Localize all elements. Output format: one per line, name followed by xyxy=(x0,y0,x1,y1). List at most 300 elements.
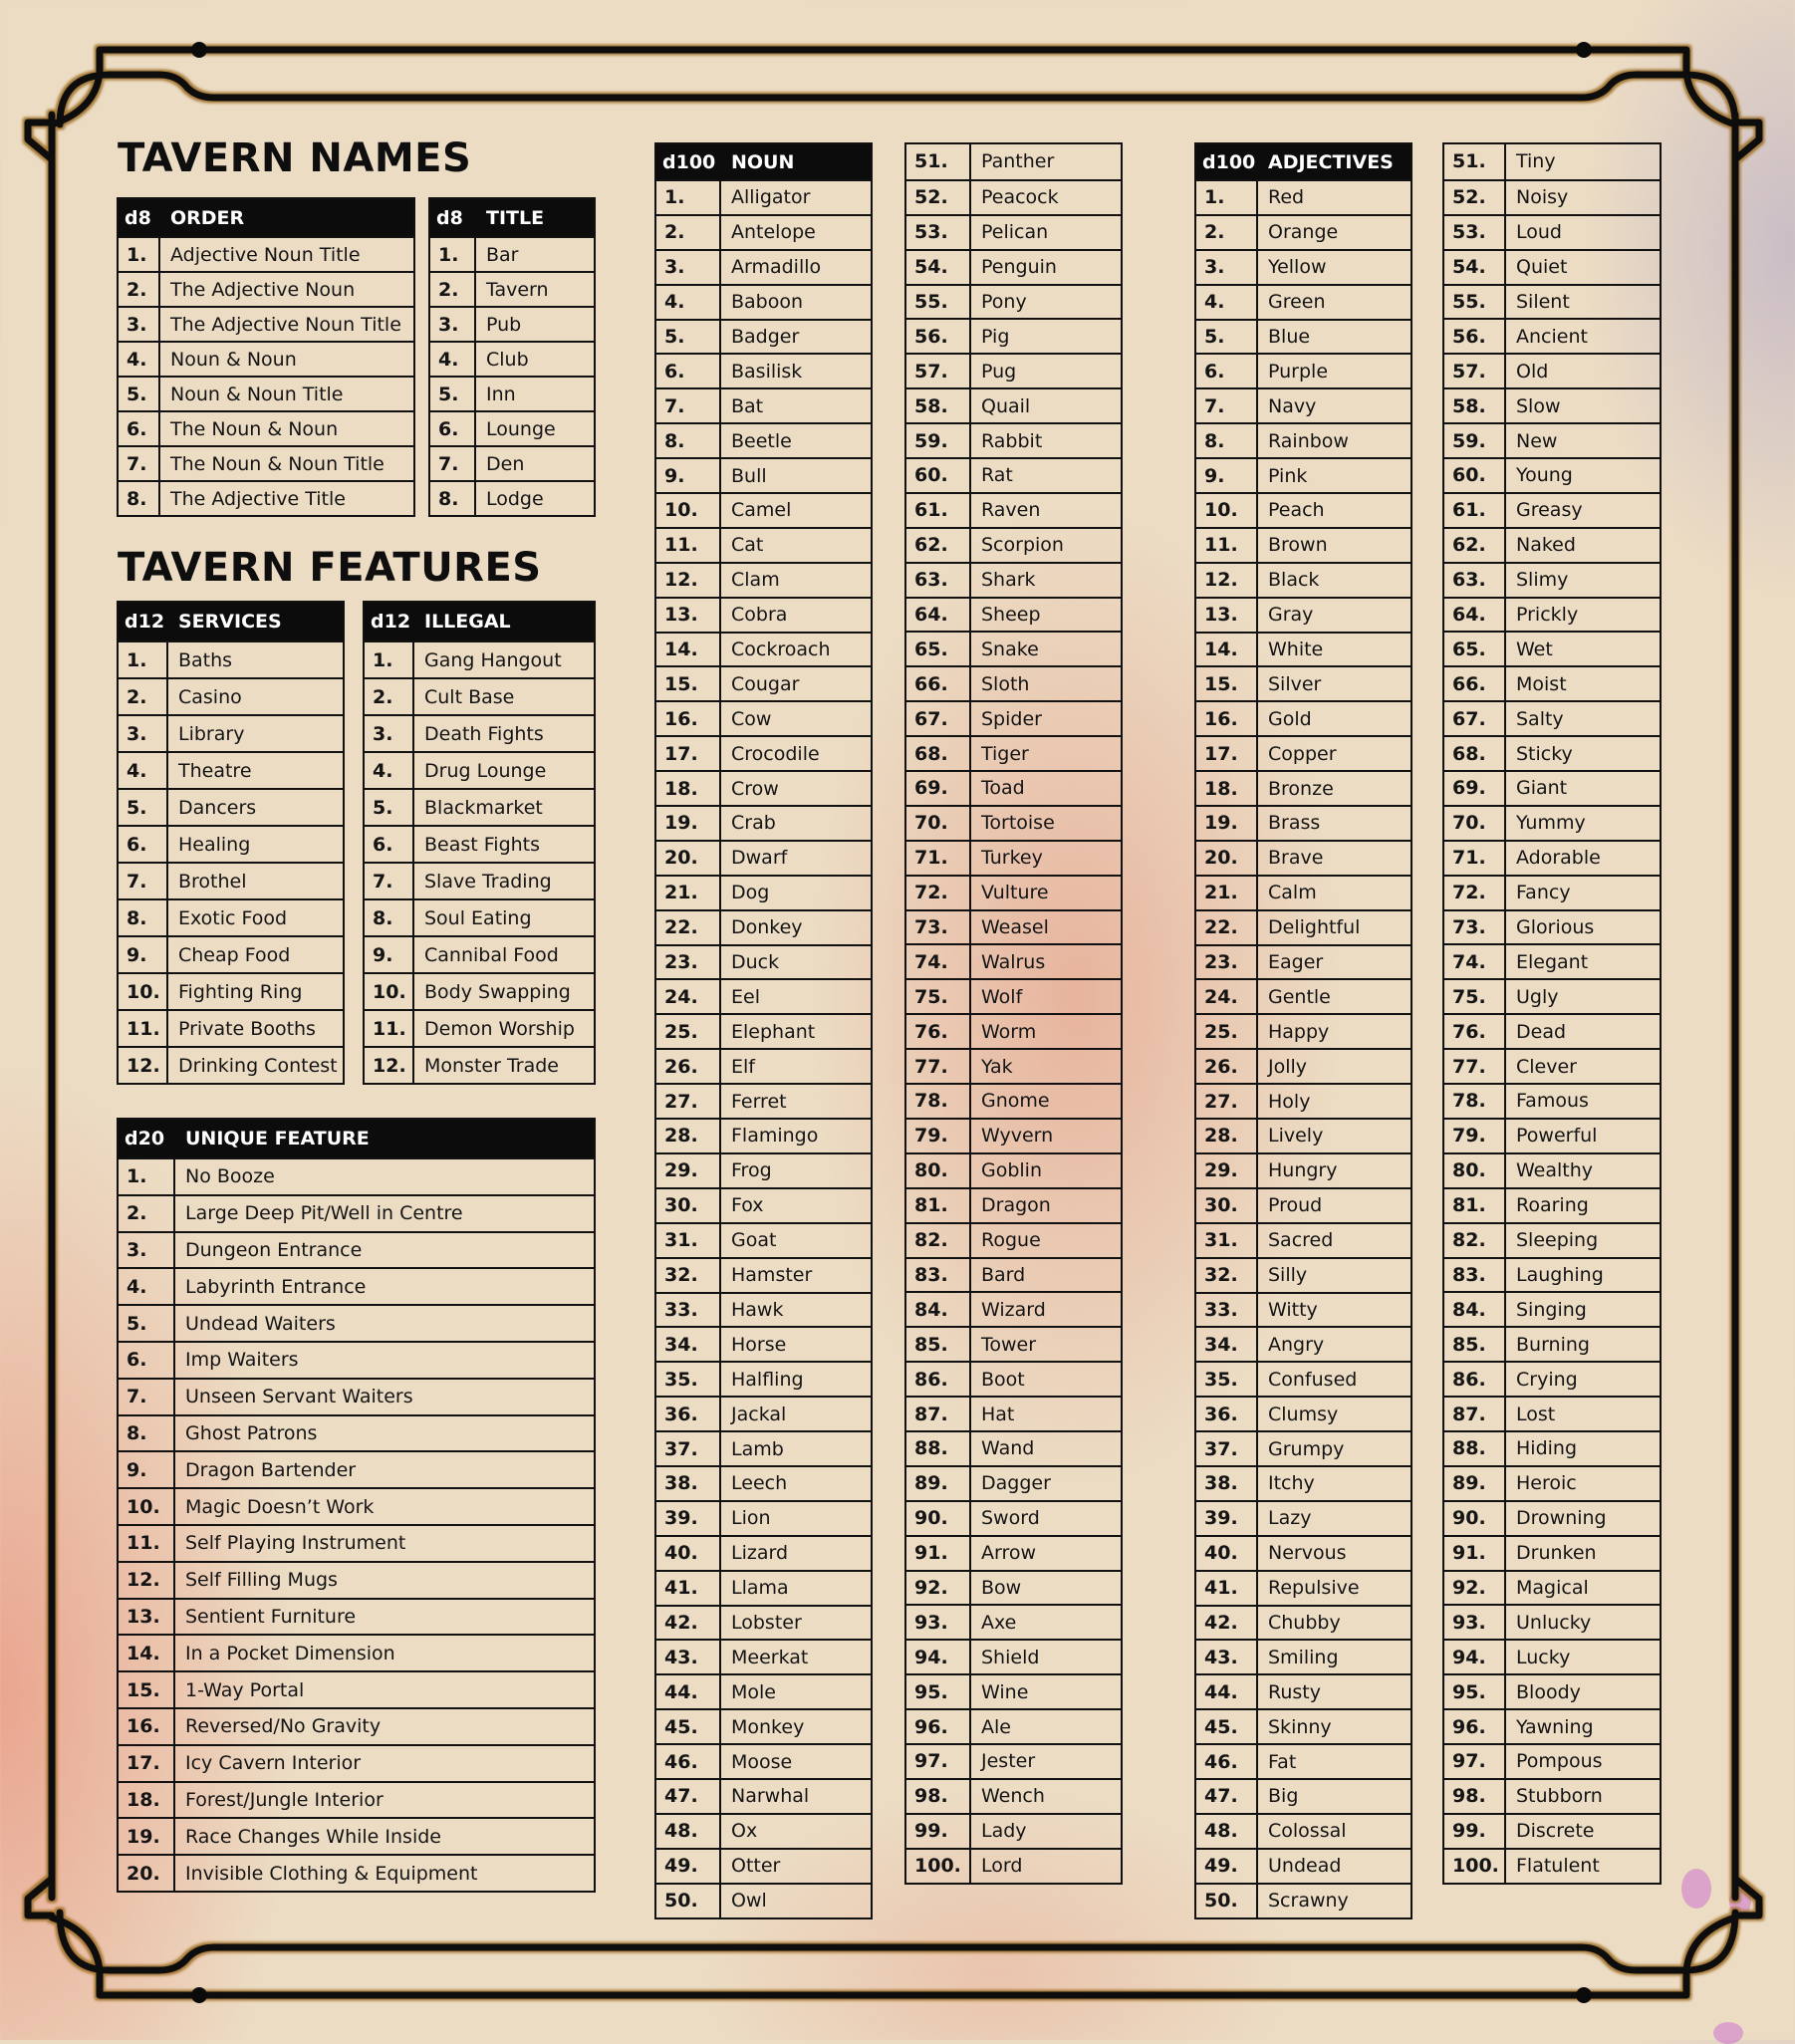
table-header xyxy=(119,603,343,640)
roll-number: 2. xyxy=(1196,216,1258,249)
table-row xyxy=(1196,179,1410,214)
table-row xyxy=(119,1157,594,1194)
table-row xyxy=(906,1639,1121,1673)
roll-result: Lodge xyxy=(486,487,544,510)
table-row xyxy=(1444,1152,1660,1187)
table-row xyxy=(1444,1187,1660,1222)
roll-result: Crab xyxy=(731,812,776,835)
table-row xyxy=(656,665,871,700)
table-title: NOUN xyxy=(731,150,795,173)
table-adjectives-1-50 xyxy=(1194,142,1412,1919)
roll-number: 86. xyxy=(906,1363,971,1396)
roll-number: 47. xyxy=(656,1780,721,1813)
roll-number: 18. xyxy=(656,772,721,805)
roll-result: Giant xyxy=(1516,777,1568,800)
roll-number: 70. xyxy=(906,807,971,840)
die-label: d100 xyxy=(1202,150,1256,173)
roll-number: 10. xyxy=(1196,494,1258,527)
roll-result: Sleeping xyxy=(1516,1229,1599,1252)
roll-number: 69. xyxy=(1444,772,1506,805)
roll-number: 28. xyxy=(1196,1120,1258,1152)
table-row xyxy=(1196,944,1410,979)
roll-result: Discrete xyxy=(1516,1820,1595,1843)
roll-number: 7. xyxy=(430,447,476,480)
table-title: TITLE xyxy=(486,206,545,229)
table-row xyxy=(1444,700,1660,735)
table-row xyxy=(906,665,1121,700)
roll-number: 29. xyxy=(1196,1154,1258,1187)
roll-number: 5. xyxy=(119,1306,175,1341)
roll-result: Labyrinth Entrance xyxy=(185,1275,367,1298)
roll-number: 72. xyxy=(906,877,971,909)
roll-result: Sacred xyxy=(1268,1229,1334,1252)
roll-result: Rainbow xyxy=(1268,429,1349,452)
roll-result: Pig xyxy=(981,325,1010,348)
roll-result: Otter xyxy=(731,1855,781,1878)
roll-result: Grumpy xyxy=(1268,1437,1345,1460)
table-header xyxy=(656,144,871,179)
table-row xyxy=(656,1083,871,1118)
roll-result: Wizard xyxy=(981,1298,1046,1321)
roll-number: 25. xyxy=(656,1015,721,1048)
roll-number: 37. xyxy=(1196,1432,1258,1465)
table-row xyxy=(1444,840,1660,875)
table-row xyxy=(1196,700,1410,735)
table-row xyxy=(656,562,871,597)
roll-result: Undead Waiters xyxy=(185,1312,336,1335)
roll-result: Armadillo xyxy=(731,256,822,279)
table-row xyxy=(1444,1570,1660,1605)
roll-number: 3. xyxy=(119,308,160,341)
table-row xyxy=(119,376,413,410)
table-row xyxy=(906,1848,1121,1883)
roll-result: Antelope xyxy=(731,221,816,244)
table-row xyxy=(1444,422,1660,457)
table-row xyxy=(1196,632,1410,666)
roll-result: Flatulent xyxy=(1516,1855,1600,1878)
roll-result: Rusty xyxy=(1268,1680,1321,1703)
roll-number: 18. xyxy=(119,1783,175,1818)
roll-result: Large Deep Pit/Well in Centre xyxy=(185,1202,463,1225)
roll-result: Snake xyxy=(981,638,1039,660)
roll-number: 9. xyxy=(119,1452,175,1487)
roll-result: Monster Trade xyxy=(424,1054,559,1077)
table-row xyxy=(1196,387,1410,422)
table-row xyxy=(906,1500,1121,1535)
table-row xyxy=(656,1152,871,1187)
roll-number: 13. xyxy=(656,599,721,632)
table-row xyxy=(906,284,1121,319)
table-row xyxy=(906,1013,1121,1048)
roll-result: Noun & Noun Title xyxy=(170,383,344,405)
table-row xyxy=(1196,909,1410,944)
roll-number: 6. xyxy=(1196,355,1258,387)
roll-result: The Adjective Noun Title xyxy=(170,313,401,336)
roll-number: 40. xyxy=(1196,1537,1258,1570)
roll-result: Cockroach xyxy=(731,639,831,661)
roll-result: Lost xyxy=(1516,1403,1556,1425)
roll-result: Sword xyxy=(981,1507,1040,1530)
roll-result: Gold xyxy=(1268,707,1312,730)
table-row xyxy=(1444,457,1660,492)
roll-number: 76. xyxy=(1444,1015,1506,1048)
roll-result: Glorious xyxy=(1516,916,1595,939)
roll-number: 27. xyxy=(1196,1085,1258,1118)
table-row xyxy=(1444,1535,1660,1570)
roll-result: Raven xyxy=(981,499,1041,522)
roll-number: 7. xyxy=(119,447,160,480)
roll-number: 68. xyxy=(1444,737,1506,770)
table-row xyxy=(656,1673,871,1708)
roll-result: Halfling xyxy=(731,1368,804,1391)
roll-number: 92. xyxy=(906,1572,971,1605)
roll-number: 3. xyxy=(119,716,168,751)
roll-result: Bloody xyxy=(1516,1680,1581,1703)
roll-number: 97. xyxy=(1444,1745,1506,1778)
table-row xyxy=(1196,770,1410,805)
roll-number: 52. xyxy=(906,181,971,214)
roll-result: Angry xyxy=(1268,1333,1325,1356)
roll-result: Pony xyxy=(981,291,1027,313)
roll-number: 29. xyxy=(656,1154,721,1187)
roll-result: Magic Doesn’t Work xyxy=(185,1495,375,1518)
table-row xyxy=(1196,805,1410,840)
roll-result: Drug Lounge xyxy=(424,759,547,782)
roll-number: 20. xyxy=(119,1856,175,1891)
roll-result: Drunken xyxy=(1516,1542,1597,1565)
table-row xyxy=(906,214,1121,249)
roll-result: Leech xyxy=(731,1472,788,1495)
table-order xyxy=(117,197,415,517)
roll-result: Jackal xyxy=(731,1403,787,1425)
roll-number: 63. xyxy=(906,564,971,597)
roll-result: Bar xyxy=(486,243,519,266)
table-row xyxy=(656,770,871,805)
table-row xyxy=(119,1524,594,1561)
roll-result: Baboon xyxy=(731,291,804,314)
roll-number: 9. xyxy=(1196,459,1258,492)
table-row xyxy=(656,1118,871,1152)
roll-number: 80. xyxy=(1444,1154,1506,1187)
roll-number: 88. xyxy=(906,1432,971,1465)
frame-stud xyxy=(1576,42,1592,58)
table-row xyxy=(656,875,871,909)
roll-number: 4. xyxy=(656,286,721,319)
roll-result: Itchy xyxy=(1268,1472,1315,1495)
roll-result: Heroic xyxy=(1516,1472,1577,1495)
table-row xyxy=(1196,1813,1410,1848)
roll-number: 20. xyxy=(656,842,721,875)
roll-result: Laughing xyxy=(1516,1263,1604,1286)
roll-number: 4. xyxy=(365,753,414,788)
table-row xyxy=(656,179,871,214)
table-row xyxy=(119,1304,594,1341)
roll-number: 92. xyxy=(1444,1572,1506,1605)
roll-result: Delightful xyxy=(1268,916,1361,939)
table-row xyxy=(656,387,871,422)
roll-result: Gang Hangout xyxy=(424,648,562,671)
roll-number: 48. xyxy=(656,1815,721,1848)
roll-result: Adjective Noun Title xyxy=(170,243,361,266)
roll-number: 24. xyxy=(1196,980,1258,1013)
roll-number: 53. xyxy=(906,216,971,249)
roll-number: 6. xyxy=(119,1343,175,1378)
roll-number: 94. xyxy=(906,1641,971,1673)
roll-result: Brown xyxy=(1268,534,1328,557)
table-row xyxy=(1196,665,1410,700)
roll-result: Inn xyxy=(486,383,516,405)
roll-number: 93. xyxy=(1444,1606,1506,1639)
roll-result: Confused xyxy=(1268,1368,1358,1391)
roll-number: 10. xyxy=(119,974,168,1009)
roll-number: 100. xyxy=(906,1850,971,1883)
roll-number: 47. xyxy=(1196,1780,1258,1813)
roll-number: 26. xyxy=(1196,1050,1258,1083)
roll-number: 49. xyxy=(656,1850,721,1883)
roll-result: Fox xyxy=(731,1194,764,1217)
roll-number: 41. xyxy=(656,1572,721,1605)
table-row xyxy=(656,1639,871,1673)
heading-tavern-features: TAVERN FEATURES xyxy=(118,545,542,591)
roll-result: Casino xyxy=(178,685,242,708)
roll-number: 12. xyxy=(365,1048,414,1083)
roll-result: Bronze xyxy=(1268,777,1334,800)
roll-number: 37. xyxy=(656,1432,721,1465)
table-row xyxy=(1196,840,1410,875)
table-row xyxy=(1444,1500,1660,1535)
table-row xyxy=(119,271,413,306)
roll-result: Cheap Food xyxy=(178,943,291,966)
roll-result: Private Booths xyxy=(178,1017,316,1040)
table-title xyxy=(428,197,596,517)
table-unique-feature xyxy=(117,1118,596,1893)
roll-result: Ferret xyxy=(731,1090,787,1113)
table-row xyxy=(656,1396,871,1430)
roll-result: Horse xyxy=(731,1333,787,1356)
table-row xyxy=(1444,1743,1660,1778)
roll-number: 82. xyxy=(1444,1224,1506,1257)
table-row xyxy=(119,1598,594,1635)
table-row xyxy=(365,640,594,677)
table-row xyxy=(1196,735,1410,770)
roll-result: Silent xyxy=(1516,291,1570,313)
roll-result: The Noun & Noun xyxy=(170,417,339,440)
frame-bottom-inner xyxy=(60,1913,1735,1970)
roll-result: Cow xyxy=(731,707,772,730)
roll-result: Badger xyxy=(731,326,800,348)
roll-number: 19. xyxy=(119,1819,175,1854)
table-row xyxy=(1196,1778,1410,1813)
roll-number: 3. xyxy=(430,308,476,341)
roll-result: Bull xyxy=(731,464,767,487)
roll-result: 1-Way Portal xyxy=(185,1678,305,1701)
table-row xyxy=(906,457,1121,492)
table-row xyxy=(1444,1639,1660,1673)
table-row xyxy=(656,978,871,1013)
roll-result: Lion xyxy=(731,1507,771,1530)
table-row xyxy=(1444,978,1660,1013)
roll-result: Rogue xyxy=(981,1229,1041,1252)
roll-number: 89. xyxy=(906,1467,971,1500)
roll-result: Toad xyxy=(981,777,1025,800)
roll-result: Walrus xyxy=(981,950,1046,973)
roll-result: Roaring xyxy=(1516,1194,1589,1217)
table-row xyxy=(1444,527,1660,562)
roll-result: Ox xyxy=(731,1820,758,1843)
table-row xyxy=(1444,665,1660,700)
table-row xyxy=(1196,1222,1410,1257)
heading-tavern-names: TAVERN NAMES xyxy=(118,135,472,181)
roll-number: 67. xyxy=(906,702,971,735)
roll-number: 1. xyxy=(1196,181,1258,214)
roll-result: Vulture xyxy=(981,882,1049,904)
table-row xyxy=(906,700,1121,735)
roll-result: Clumsy xyxy=(1268,1403,1339,1425)
table-row xyxy=(1444,562,1660,597)
table-row xyxy=(1196,492,1410,527)
table-row xyxy=(1196,319,1410,354)
roll-number: 45. xyxy=(656,1710,721,1743)
table-row xyxy=(906,1673,1121,1708)
table-row xyxy=(119,1487,594,1524)
roll-result: Tavern xyxy=(486,278,549,301)
roll-number: 8. xyxy=(1196,424,1258,457)
roll-number: 6. xyxy=(656,355,721,387)
roll-result: Wand xyxy=(981,1437,1035,1460)
roll-result: Llama xyxy=(731,1577,789,1600)
table-row xyxy=(906,492,1121,527)
roll-result: Holy xyxy=(1268,1090,1311,1113)
roll-number: 43. xyxy=(656,1641,721,1673)
roll-result: Tiny xyxy=(1516,150,1556,173)
roll-number: 78. xyxy=(1444,1085,1506,1118)
roll-number: 98. xyxy=(1444,1780,1506,1813)
roll-result: Forest/Jungle Interior xyxy=(185,1788,384,1811)
table-row xyxy=(1196,1535,1410,1570)
roll-number: 8. xyxy=(656,424,721,457)
roll-number: 81. xyxy=(1444,1189,1506,1222)
roll-number: 84. xyxy=(1444,1293,1506,1326)
roll-result: Wine xyxy=(981,1680,1029,1703)
roll-result: Duck xyxy=(731,951,780,974)
table-row xyxy=(656,1500,871,1535)
table-row xyxy=(1444,1361,1660,1396)
roll-number: 24. xyxy=(656,980,721,1013)
roll-result: Wench xyxy=(981,1785,1045,1808)
table-adjectives-51-100 xyxy=(1442,142,1662,1885)
roll-number: 9. xyxy=(656,459,721,492)
roll-number: 62. xyxy=(906,529,971,562)
roll-number: 13. xyxy=(1196,599,1258,632)
roll-result: Eager xyxy=(1268,951,1324,974)
die-label: d12 xyxy=(371,611,411,633)
table-row xyxy=(906,1813,1121,1848)
table-row xyxy=(1444,631,1660,665)
table-row xyxy=(906,978,1121,1013)
roll-number: 21. xyxy=(656,877,721,909)
table-row xyxy=(119,1634,594,1670)
table-header xyxy=(430,199,594,236)
roll-result: Library xyxy=(178,722,245,745)
die-label: d100 xyxy=(662,150,716,173)
roll-number: 5. xyxy=(656,321,721,354)
roll-number: 1. xyxy=(119,238,160,271)
table-row xyxy=(906,562,1121,597)
roll-result: Moose xyxy=(731,1750,793,1773)
table-row xyxy=(656,1430,871,1465)
table-row xyxy=(1444,318,1660,353)
roll-number: 16. xyxy=(1196,702,1258,735)
table-row xyxy=(119,935,343,972)
roll-number: 75. xyxy=(906,980,971,1013)
roll-result: Quiet xyxy=(1516,256,1568,279)
roll-result: Hat xyxy=(981,1403,1015,1425)
roll-number: 12. xyxy=(1196,564,1258,597)
roll-number: 87. xyxy=(1444,1398,1506,1430)
roll-number: 1. xyxy=(119,642,168,677)
table-row xyxy=(119,862,343,898)
roll-number: 69. xyxy=(906,772,971,805)
table-row xyxy=(1444,943,1660,978)
roll-result: Dead xyxy=(1516,1020,1567,1043)
roll-result: Meerkat xyxy=(731,1646,809,1668)
roll-result: Lizard xyxy=(731,1542,789,1565)
roll-result: Magical xyxy=(1516,1576,1589,1599)
roll-number: 99. xyxy=(906,1815,971,1848)
table-row xyxy=(1444,284,1660,319)
table-row xyxy=(656,353,871,387)
roll-number: 8. xyxy=(119,900,168,935)
table-row xyxy=(119,236,413,271)
table-row xyxy=(1196,1152,1410,1187)
roll-result: Silly xyxy=(1268,1264,1308,1287)
table-row xyxy=(656,214,871,249)
roll-result: Lively xyxy=(1268,1125,1324,1148)
roll-number: 100. xyxy=(1444,1850,1506,1883)
roll-result: Brave xyxy=(1268,847,1324,870)
roll-result: Goblin xyxy=(981,1159,1043,1182)
roll-result: Dwarf xyxy=(731,847,788,870)
roll-result: New xyxy=(1516,429,1558,452)
table-row xyxy=(656,1570,871,1605)
roll-result: Tower xyxy=(981,1333,1037,1356)
roll-number: 85. xyxy=(906,1328,971,1361)
roll-result: Lady xyxy=(981,1820,1027,1843)
roll-number: 5. xyxy=(365,790,414,825)
table-title: ADJECTIVES xyxy=(1268,150,1394,173)
table-row xyxy=(1444,1708,1660,1743)
table-row xyxy=(119,1414,594,1451)
roll-result: Smiling xyxy=(1268,1646,1339,1668)
roll-result: Theatre xyxy=(178,759,252,782)
table-row xyxy=(1444,1604,1660,1639)
roll-number: 41. xyxy=(1196,1572,1258,1605)
roll-number: 99. xyxy=(1444,1815,1506,1848)
roll-number: 94. xyxy=(1444,1641,1506,1673)
roll-number: 40. xyxy=(656,1537,721,1570)
roll-result: Green xyxy=(1268,291,1326,314)
table-row xyxy=(1196,422,1410,457)
roll-number: 61. xyxy=(906,494,971,527)
roll-result: Frog xyxy=(731,1159,772,1182)
roll-result: Ghost Patrons xyxy=(185,1421,318,1444)
roll-result: Flamingo xyxy=(731,1125,819,1148)
roll-result: Arrow xyxy=(981,1542,1037,1565)
table-row xyxy=(1196,284,1410,319)
roll-number: 28. xyxy=(656,1120,721,1152)
table-row xyxy=(1444,387,1660,422)
table-row xyxy=(656,944,871,979)
